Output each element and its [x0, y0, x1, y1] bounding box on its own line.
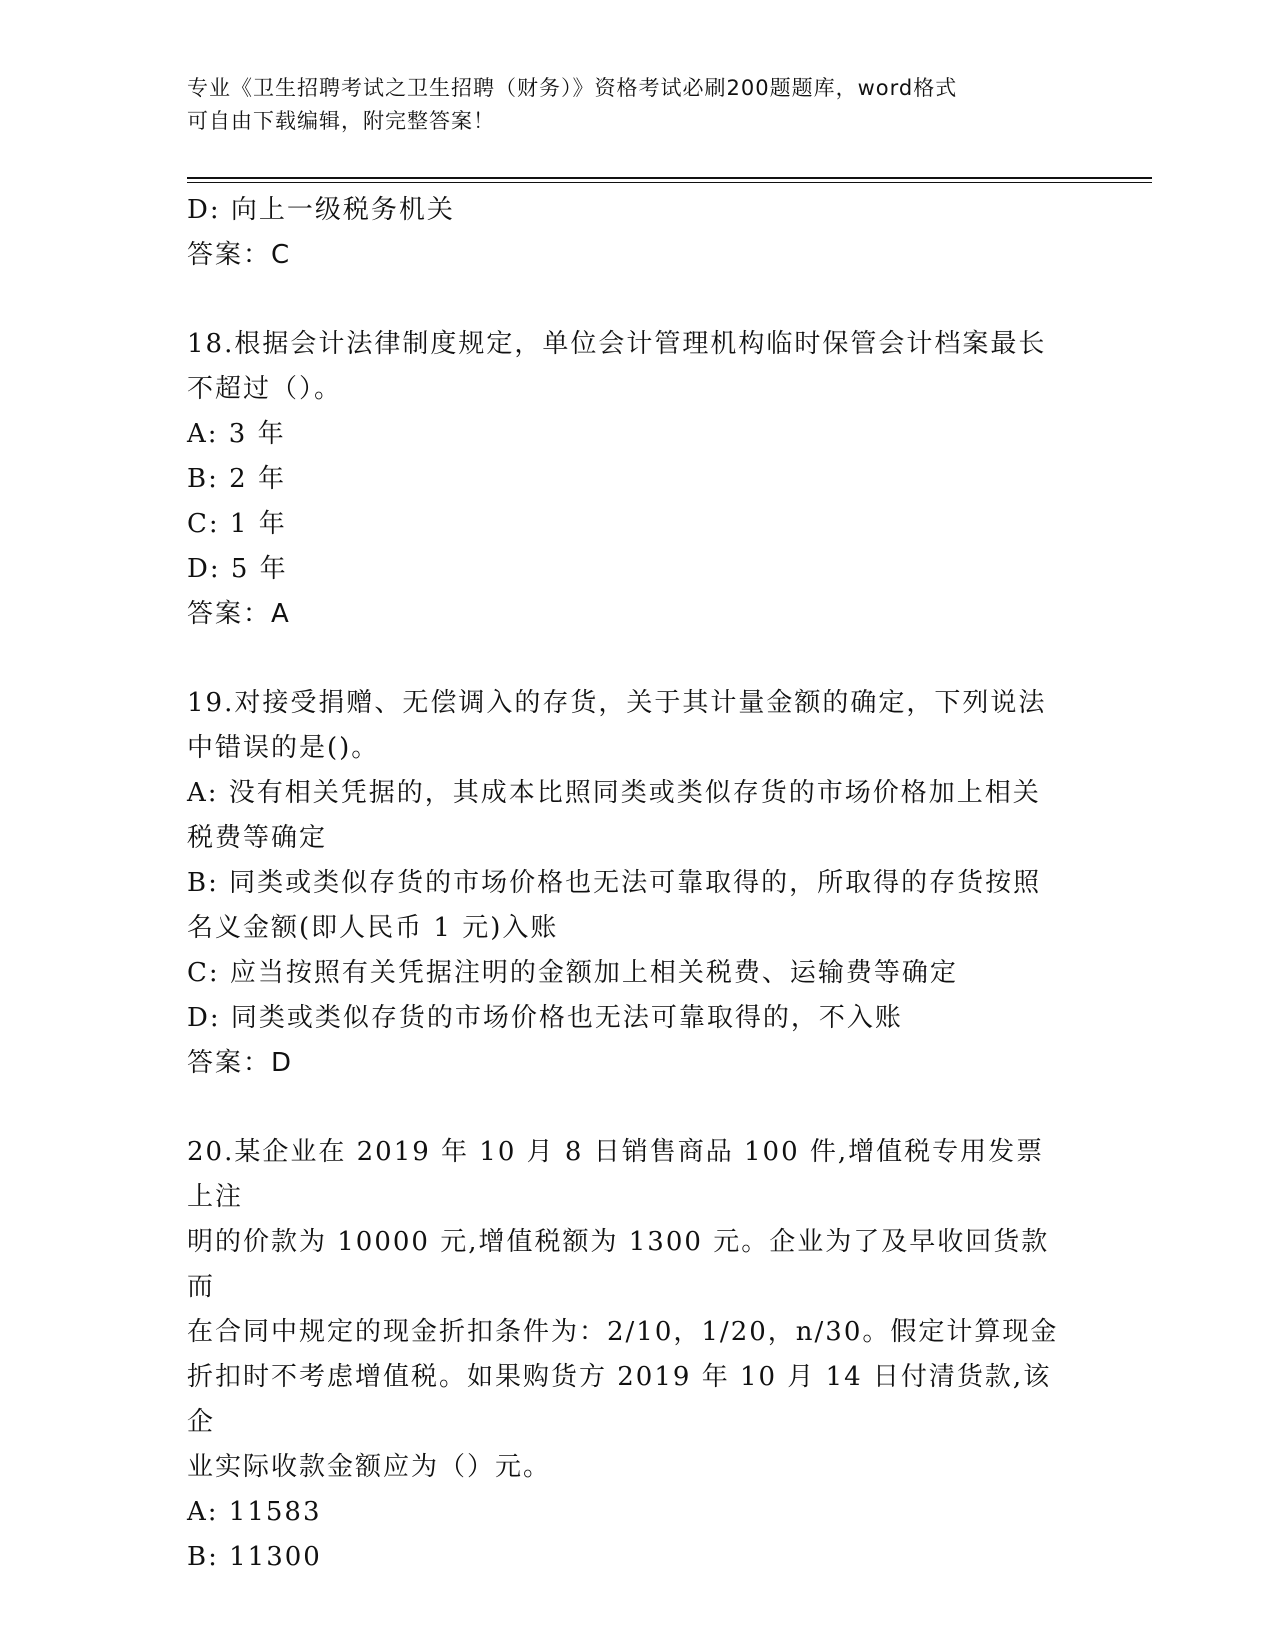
q20-stem-line-1: 20.某企业在 2019 年 10 月 8 日销售商品 100 件,增值税专用发票上注 — [187, 1137, 1045, 1212]
q19-stem-line-1: 19.对接受捐赠、无偿调入的存货，关于其计量金额的确定，下列说法 — [187, 688, 1047, 718]
spacer — [187, 278, 1067, 322]
header-line-2: 可自由下载编辑，附完整答案！ — [187, 109, 495, 133]
page-header — [187, 72, 1067, 138]
header-divider-thick — [187, 177, 1152, 179]
q18-option-b: B: 2 年 — [187, 464, 286, 494]
q18-answer: 答案：A — [187, 599, 291, 629]
q17-option-d: D: 向上一级税务机关 — [187, 195, 455, 225]
q20-stem-line-3: 在合同中规定的现金折扣条件为：2/10，1/20，n/30。假定计算现金 — [187, 1317, 1059, 1347]
header-line-1: 专业《卫生招聘考试之卫生招聘（财务）》资格考试必刷200题题库，word格式 — [187, 76, 958, 100]
q19-option-b-line-2: 名义金额(即人民币 1 元)入账 — [187, 913, 559, 943]
q20-option-b: B: 11300 — [187, 1542, 322, 1572]
q20-stem-line-5: 业实际收款金额应为（）元。 — [187, 1452, 552, 1482]
q17-answer: 答案：C — [187, 240, 292, 270]
q20-stem-line-4: 折扣时不考虑增值税。如果购货方 2019 年 10 月 14 日付清货款,该企 — [187, 1362, 1052, 1437]
q18-option-a: A: 3 年 — [187, 419, 286, 449]
q19-option-d: D: 同类或类似存货的市场价格也无法可靠取得的，不入账 — [187, 1003, 903, 1033]
q19-option-c: C: 应当按照有关凭据注明的金额加上相关税费、运输费等确定 — [187, 958, 958, 988]
spacer — [187, 1086, 1067, 1130]
q19-stem-line-2: 中错误的是()。 — [187, 733, 380, 763]
q18-stem-line-2: 不超过（）。 — [187, 374, 343, 404]
q20-option-a: A: 11583 — [187, 1497, 322, 1527]
q20-stem-line-2: 明的价款为 10000 元,增值税额为 1300 元。企业为了及早收回货款而 — [187, 1227, 1050, 1302]
q19-answer: 答案：D — [187, 1048, 294, 1078]
spacer — [187, 637, 1067, 681]
q18-option-c: C: 1 年 — [187, 509, 287, 539]
q19-option-a-line-2: 税费等确定 — [187, 823, 328, 853]
question-content — [187, 188, 1067, 1580]
q18-option-d: D: 5 年 — [187, 554, 288, 584]
header-divider-thin — [187, 182, 1152, 183]
q19-option-a-line-1: A: 没有相关凭据的，其成本比照同类或类似存货的市场价格加上相关 — [187, 778, 1041, 808]
q19-option-b-line-1: B: 同类或类似存货的市场价格也无法可靠取得的，所取得的存货按照 — [187, 868, 1042, 898]
q18-stem-line-1: 18.根据会计法律制度规定，单位会计管理机构临时保管会计档案最长 — [187, 329, 1047, 359]
